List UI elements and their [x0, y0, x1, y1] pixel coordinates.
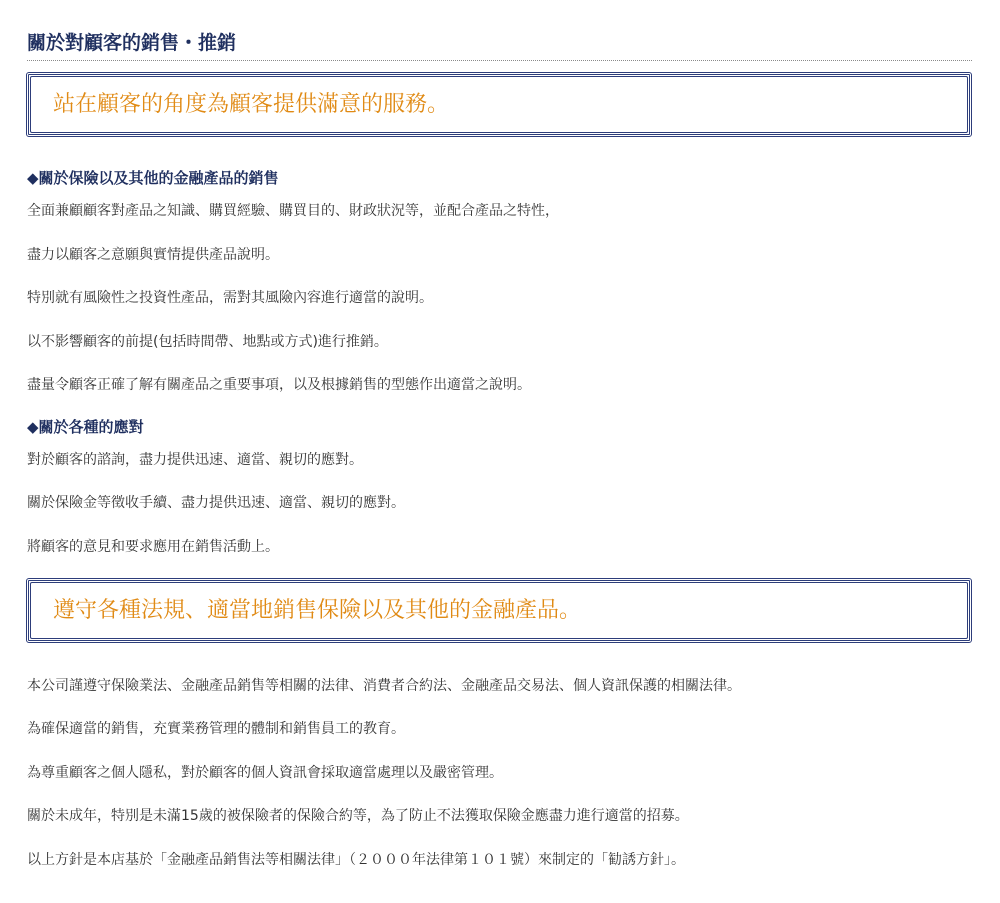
section-heading-response-text: 關於各種的應對	[38, 418, 144, 436]
paragraph: 為確保適當的銷售，充實業務管理的體制和銷售員工的教育。	[27, 721, 405, 737]
section-heading-sales-text: 關於保險以及其他的金融產品的銷售	[38, 169, 279, 187]
diamond-bullet-icon: ◆	[27, 169, 39, 187]
section-heading-response	[27, 417, 144, 437]
page-title: 關於對顧客的銷售・推銷	[27, 32, 237, 54]
title-divider	[27, 60, 972, 61]
paragraph: 以不影響顧客的前提(包括時間帶、地點或方式)進行推銷。	[27, 334, 388, 350]
compliance-banner	[26, 578, 972, 643]
paragraph: 以上方針是本店基於「金融產品銷售法等相關法律」（２０００年法律第１０１號）來制定的「勧誘方針」。	[27, 852, 685, 868]
paragraph: 關於保險金等徵收手續、盡力提供迅速、適當、親切的應對。	[27, 495, 405, 511]
paragraph: 將顧客的意見和要求應用在銷售活動上。	[27, 539, 279, 555]
compliance-banner-text: 遵守各種法規、適當地銷售保險以及其他的金融產品。	[53, 598, 582, 623]
section-heading-sales	[27, 168, 279, 188]
paragraph: 盡量令顧客正確了解有關產品之重要事項，以及根據銷售的型態作出適當之說明。	[27, 377, 531, 393]
paragraph: 全面兼顧顧客對產品之知識、購買經驗、購買目的、財政狀況等，並配合產品之特性，	[27, 203, 559, 219]
diamond-bullet-icon: ◆	[27, 418, 39, 436]
paragraph: 盡力以顧客之意願與實情提供產品說明。	[27, 247, 279, 263]
paragraph: 本公司謹遵守保險業法、金融產品銷售等相關的法律、消費者合約法、金融產品交易法、個人資訊保護的相關法律。	[27, 678, 741, 694]
paragraph: 為尊重顧客之個人隱私，對於顧客的個人資訊會採取適當處理以及嚴密管理。	[27, 765, 503, 781]
service-banner	[26, 72, 972, 137]
paragraph: 對於顧客的諮詢，盡力提供迅速、適當、親切的應對。	[27, 452, 363, 468]
paragraph: 關於未成年，特別是未滿15歲的被保險者的保險合約等，為了防止不法獲取保險金應盡力進行適當的招募。	[27, 808, 689, 824]
service-banner-text: 站在顧客的角度為顧客提供滿意的服務。	[53, 92, 450, 117]
paragraph: 特別就有風險性之投資性產品，需對其風險內容進行適當的說明。	[27, 290, 433, 306]
